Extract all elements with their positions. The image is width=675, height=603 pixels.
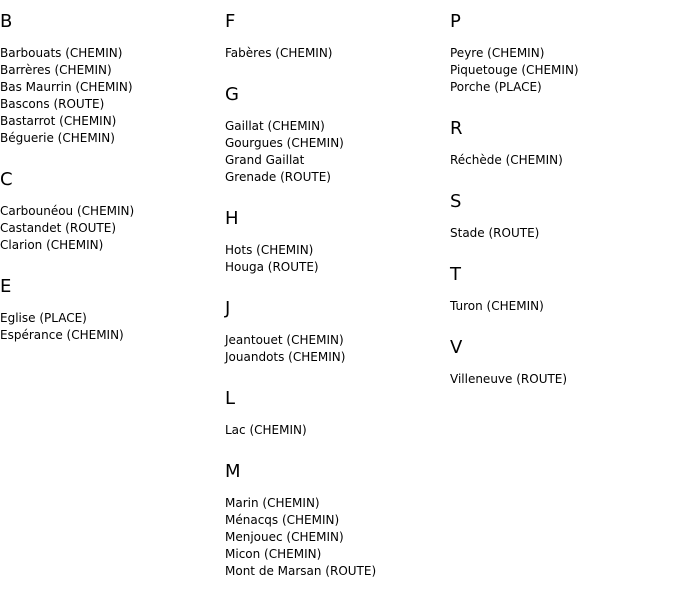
street-entry: Clarion (CHEMIN) [0,238,104,252]
street-entry: Béguerie (CHEMIN) [0,131,115,145]
letter-heading: R [450,118,463,139]
street-entry: Gourgues (CHEMIN) [225,136,344,150]
letter-group-f [225,12,450,62]
letter-heading: H [225,208,239,229]
index-column-3 [450,12,675,411]
letter-group-g [225,85,450,186]
letter-group-j [225,299,450,366]
street-entry: Barrères (CHEMIN) [0,63,112,77]
letter-group-h [225,209,450,276]
street-entry: Fabères (CHEMIN) [225,46,333,60]
letter-heading: G [225,84,239,105]
letter-heading: V [450,337,463,358]
street-entry: Piquetouge (CHEMIN) [450,63,579,77]
letter-heading: B [0,11,13,32]
letter-group-s [450,192,675,242]
letter-group-m [225,462,450,580]
street-entry: Castandet (ROUTE) [0,221,117,235]
street-entry: Jouandots (CHEMIN) [225,350,346,364]
street-entry: Barbouats (CHEMIN) [0,46,123,60]
letter-heading: M [225,461,241,482]
street-entry: Turon (CHEMIN) [450,299,544,313]
letter-group-p [450,12,675,96]
letter-heading: J [225,298,231,319]
street-entry: Bascons (ROUTE) [0,97,105,111]
letter-heading: L [225,388,236,409]
letter-group-t [450,265,675,315]
street-entry: Réchède (CHEMIN) [450,153,563,167]
street-entry: Micon (CHEMIN) [225,547,322,561]
index-column-1 [0,12,225,367]
letter-group-c [0,170,225,254]
letter-heading: S [450,191,462,212]
street-entry: Marin (CHEMIN) [225,496,320,510]
street-entry: Menjouec (CHEMIN) [225,530,344,544]
index-column-2 [225,12,450,603]
letter-group-e [0,277,225,344]
street-entry: Bas Maurrin (CHEMIN) [0,80,133,94]
street-entry: Stade (ROUTE) [450,226,540,240]
street-entry: Bastarrot (CHEMIN) [0,114,117,128]
letter-heading: E [0,276,12,297]
street-entry: Grenade (ROUTE) [225,170,331,184]
street-entry: Mont de Marsan (ROUTE) [225,564,377,578]
street-entry: Hots (CHEMIN) [225,243,314,257]
letter-heading: P [450,11,461,32]
street-entry: Houga (ROUTE) [225,260,319,274]
street-entry: Carbounéou (CHEMIN) [0,204,135,218]
letter-group-v [450,338,675,388]
street-entry: Espérance (CHEMIN) [0,328,124,342]
letter-heading: F [225,11,236,32]
street-entry: Jeantouet (CHEMIN) [225,333,344,347]
street-entry: Lac (CHEMIN) [225,423,307,437]
street-entry: Eglise (PLACE) [0,311,87,325]
street-entry: Gaillat (CHEMIN) [225,119,325,133]
letter-group-r [450,119,675,169]
street-entry: Grand Gaillat [225,153,305,167]
letter-group-b [0,12,225,147]
street-entry: Villeneuve (ROUTE) [450,372,568,386]
letter-group-l [225,389,450,439]
street-entry: Ménacqs (CHEMIN) [225,513,340,527]
letter-heading: T [450,264,461,285]
street-entry: Porche (PLACE) [450,80,542,94]
street-entry: Peyre (CHEMIN) [450,46,545,60]
letter-heading: C [0,169,13,190]
